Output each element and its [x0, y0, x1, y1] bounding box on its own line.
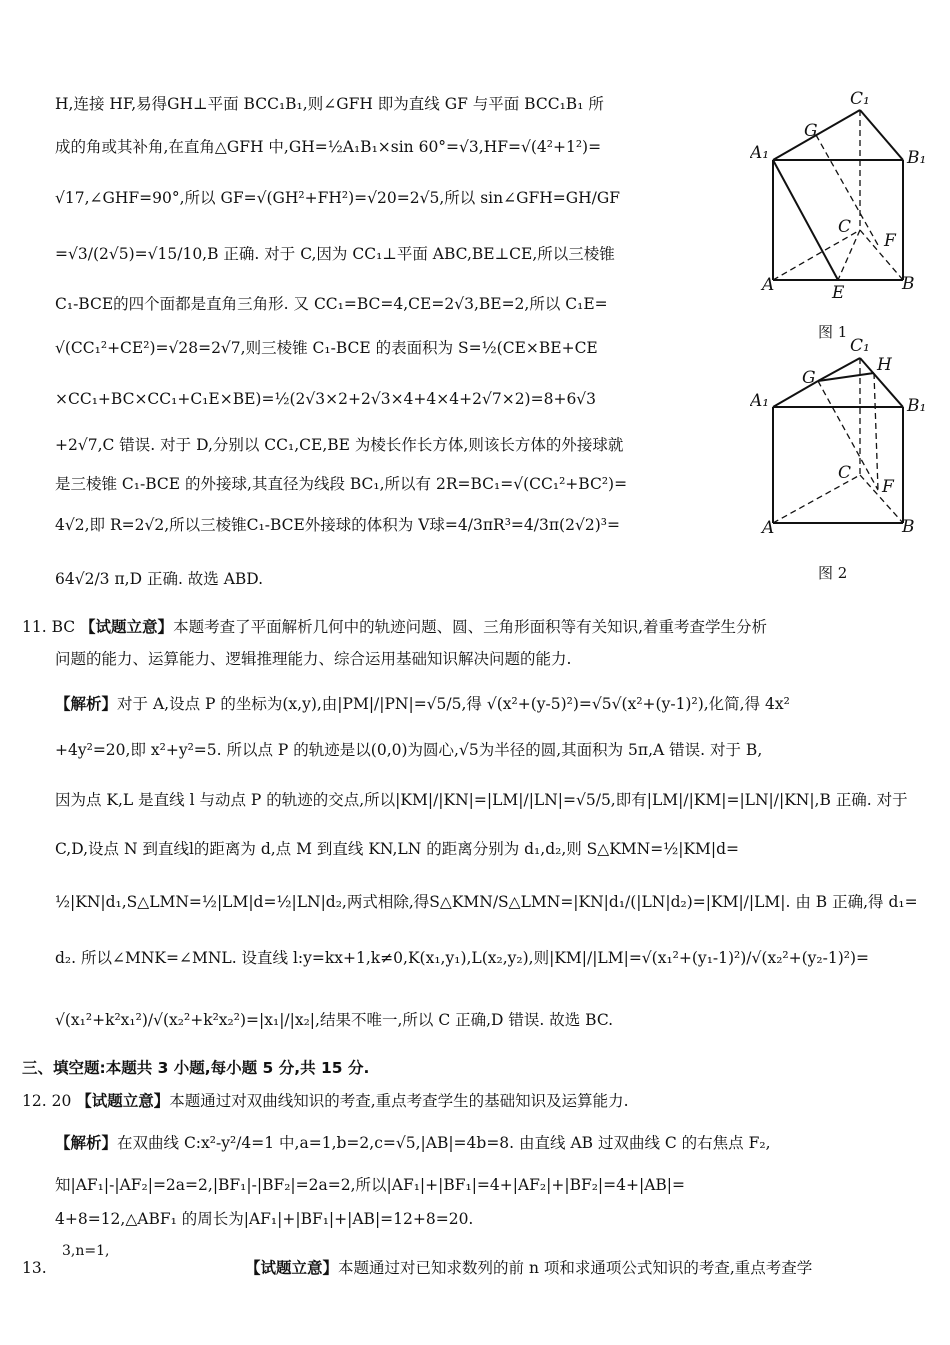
q11-analysis-tag: 【解析】	[55, 695, 118, 713]
q12-analysis-line-3: 4+8=12,△ABF₁ 的周长为|AF₁|+|BF₁|+|AB|=12+8=20.	[55, 1210, 474, 1228]
q13-intent-tag: 【试题立意】	[245, 1259, 339, 1277]
fig1-label-c1: C₁	[850, 89, 870, 109]
fig1-label-a: A	[762, 275, 775, 295]
fig1-label-c: C	[838, 217, 852, 237]
section-3-title: 三、填空题:本题共 3 小题,每小题 5 分,共 15 分.	[22, 1059, 370, 1077]
q10-line-5: C₁-BCE的四个面都是直角三角形. 又 CC₁=BC=4,CE=2√3,BE=2,所以 C₁E=	[55, 295, 608, 313]
fig1-label-b: B	[902, 274, 915, 294]
q12-analysis-tag: 【解析】	[55, 1134, 118, 1152]
fig1-edge-a1-e	[773, 160, 838, 280]
q11-analysis-line-1	[55, 693, 790, 715]
fig2-label-b1: B₁	[907, 396, 927, 416]
q12-intent-text: 本题通过对双曲线知识的考查,重点考查学生的基础知识及运算能力.	[169, 1092, 629, 1110]
q10-line-10: 4√2,即 R=2√2,所以三棱锥C₁-BCE外接球的体积为 V球=4/3πR³=4/3π(2√2)³=	[55, 516, 620, 534]
q11-analysis-line-4: C,D,设点 N 到直线l的距离为 d,点 M 到直线 KN,LN 的距离分别为 d₁,d₂,则 S△KMN=½|KM|d=	[55, 840, 740, 858]
q10-line-11: 64√2/3 π,D 正确. 故选 ABD.	[55, 570, 264, 588]
q11-intent-line-1: 本题考查了平面解析几何中的轨迹问题、圆、三角形面积等有关知识,着重考查学生分析	[173, 618, 767, 636]
q13-intent-text: 本题通过对已知求数列的前 n 项和求通项公式知识的考查,重点考查学	[338, 1259, 813, 1277]
q10-line-8: +2√7,C 错误. 对于 D,分别以 CC₁,CE,BE 为棱长作长方体,则该长方体的外接球就	[55, 436, 624, 454]
q13-number: 13.	[22, 1259, 47, 1277]
fig2-label-f: F	[882, 477, 894, 497]
q11-analysis-line-5: ½|KN|d₁,S△LMN=½|LM|d=½|LN|d₂,两式相除,得S△KMN/S△LMN=|KN|d₁/(|LN|d₂)=|KM|/|LM|. 由 B 正确,得 d₁=	[55, 893, 918, 911]
q11-header	[22, 616, 767, 638]
q12-analysis-line-1	[55, 1132, 771, 1154]
fig1-label-f: F	[884, 231, 896, 251]
fig1-dash-c-b	[860, 230, 903, 280]
q11-analysis-line-7: √(x₁²+k²x₁²)/√(x₂²+k²x₂²)=|x₁|/|x₂|,结果不唯一,所以 C 正确,D 错误. 故选 BC.	[55, 1011, 614, 1029]
q10-line-9: 是三棱锥 C₁-BCE 的外接球,其直径为线段 BC₁,所以有 2R=BC₁=√(CC₁²+BC²)=	[55, 475, 628, 493]
q10-line-1: H,连接 HF,易得GH⊥平面 BCC₁B₁,则∠GFH 即为直线 GF 与平面 BCC₁B₁ 所	[55, 95, 604, 113]
fig2-label-c1: C₁	[850, 336, 870, 356]
q10-line-3: √17,∠GHF=90°,所以 GF=√(GH²+FH²)=√20=2√5,所以 sin∠GFH=GH/GF	[55, 189, 620, 207]
q11-analysis-text-1: 对于 A,设点 P 的坐标为(x,y),由|PM|/|PN|=√5/5,得 √(x²+(y-5)²)=√5√(x²+(y-1)²),化简,得 4x²	[117, 695, 790, 713]
q13-intent-line	[245, 1257, 812, 1279]
fig2-label-a1: A₁	[750, 391, 770, 411]
q11-intent-line-2: 问题的能力、运算能力、逻辑推理能力、综合运用基础知识解决问题的能力.	[55, 650, 572, 668]
fig2-label-b: B	[902, 517, 915, 537]
q11-analysis-line-6: d₂. 所以∠MNK=∠MNL. 设直线 l:y=kx+1,k≠0,K(x₁,y₁),L(x₂,y₂),则|KM|/|LM|=√(x₁²+(y₁-1)²)/√(x₂²+(y₂-1)²)=	[55, 949, 870, 967]
fig1-dash-a-c	[773, 230, 860, 280]
fig2-label-g: G	[802, 368, 816, 388]
q12-analysis-text-1: 在双曲线 C:x²-y²/4=1 中,a=1,b=2,c=√5,|AB|=4b=8. 由直线 AB 过双曲线 C 的右焦点 F₂,	[117, 1134, 771, 1152]
figure-2	[750, 335, 940, 545]
fig2-dash-h-f	[874, 373, 878, 490]
figure-2-caption: 图 2	[818, 564, 848, 582]
q13-answer-top: 3,n=1,	[62, 1243, 110, 1259]
fig1-label-a1: A₁	[750, 143, 770, 163]
fig1-dash-c-e	[838, 230, 860, 280]
q12-analysis-line-2: 知|AF₁|-|AF₂|=2a=2,|BF₁|-|BF₂|=2a=2,所以|AF₁|+|BF₁|=4+|AF₂|+|BF₂|=4+|AB|=	[55, 1176, 686, 1194]
fig1-edge-c1-b1	[860, 110, 903, 160]
q11-intent-tag: 【试题立意】	[80, 618, 174, 636]
q10-line-7: ×CC₁+BC×CC₁+C₁E×BE)=½(2√3×2+2√3×4+4×4+2√7×2)=8+6√3	[55, 390, 597, 408]
fig2-label-a: A	[762, 518, 775, 538]
q12-number: 12. 20	[22, 1092, 77, 1110]
figure-1-caption: 图 1	[818, 323, 848, 341]
figure-1	[750, 88, 940, 338]
q10-line-4: =√3/(2√5)=√15/10,B 正确. 对于 C,因为 CC₁⊥平面 ABC,BE⊥CE,所以三棱锥	[55, 245, 615, 263]
fig2-label-c: C	[838, 463, 852, 483]
q12-header	[22, 1090, 629, 1112]
q10-line-6: √(CC₁²+CE²)=√28=2√7,则三棱锥 C₁-BCE 的表面积为 S=½(CE×BE+CE	[55, 339, 598, 357]
fig1-label-g: G	[804, 121, 818, 141]
fig1-label-e: E	[832, 283, 845, 303]
fig2-label-h: H	[877, 355, 892, 375]
q11-analysis-line-3: 因为点 K,L 是直线 l 与动点 P 的轨迹的交点,所以|KM|/|KN|=|LM|/|LN|=√5/5,即有|LM|/|KM|=|LN|/|KN|,B 正确. 对于	[55, 791, 908, 809]
q10-line-2: 成的角或其补角,在直角△GFH 中,GH=½A₁B₁×sin 60°=√3,HF=√(4²+1²)=	[55, 138, 602, 156]
q12-intent-tag: 【试题立意】	[76, 1092, 170, 1110]
fig1-label-b1: B₁	[907, 148, 927, 168]
q11-analysis-line-2: +4y²=20,即 x²+y²=5. 所以点 P 的轨迹是以(0,0)为圆心,√5为半径的圆,其面积为 5π,A 错误. 对于 B,	[55, 741, 763, 759]
q11-number: 11. BC	[22, 618, 81, 636]
